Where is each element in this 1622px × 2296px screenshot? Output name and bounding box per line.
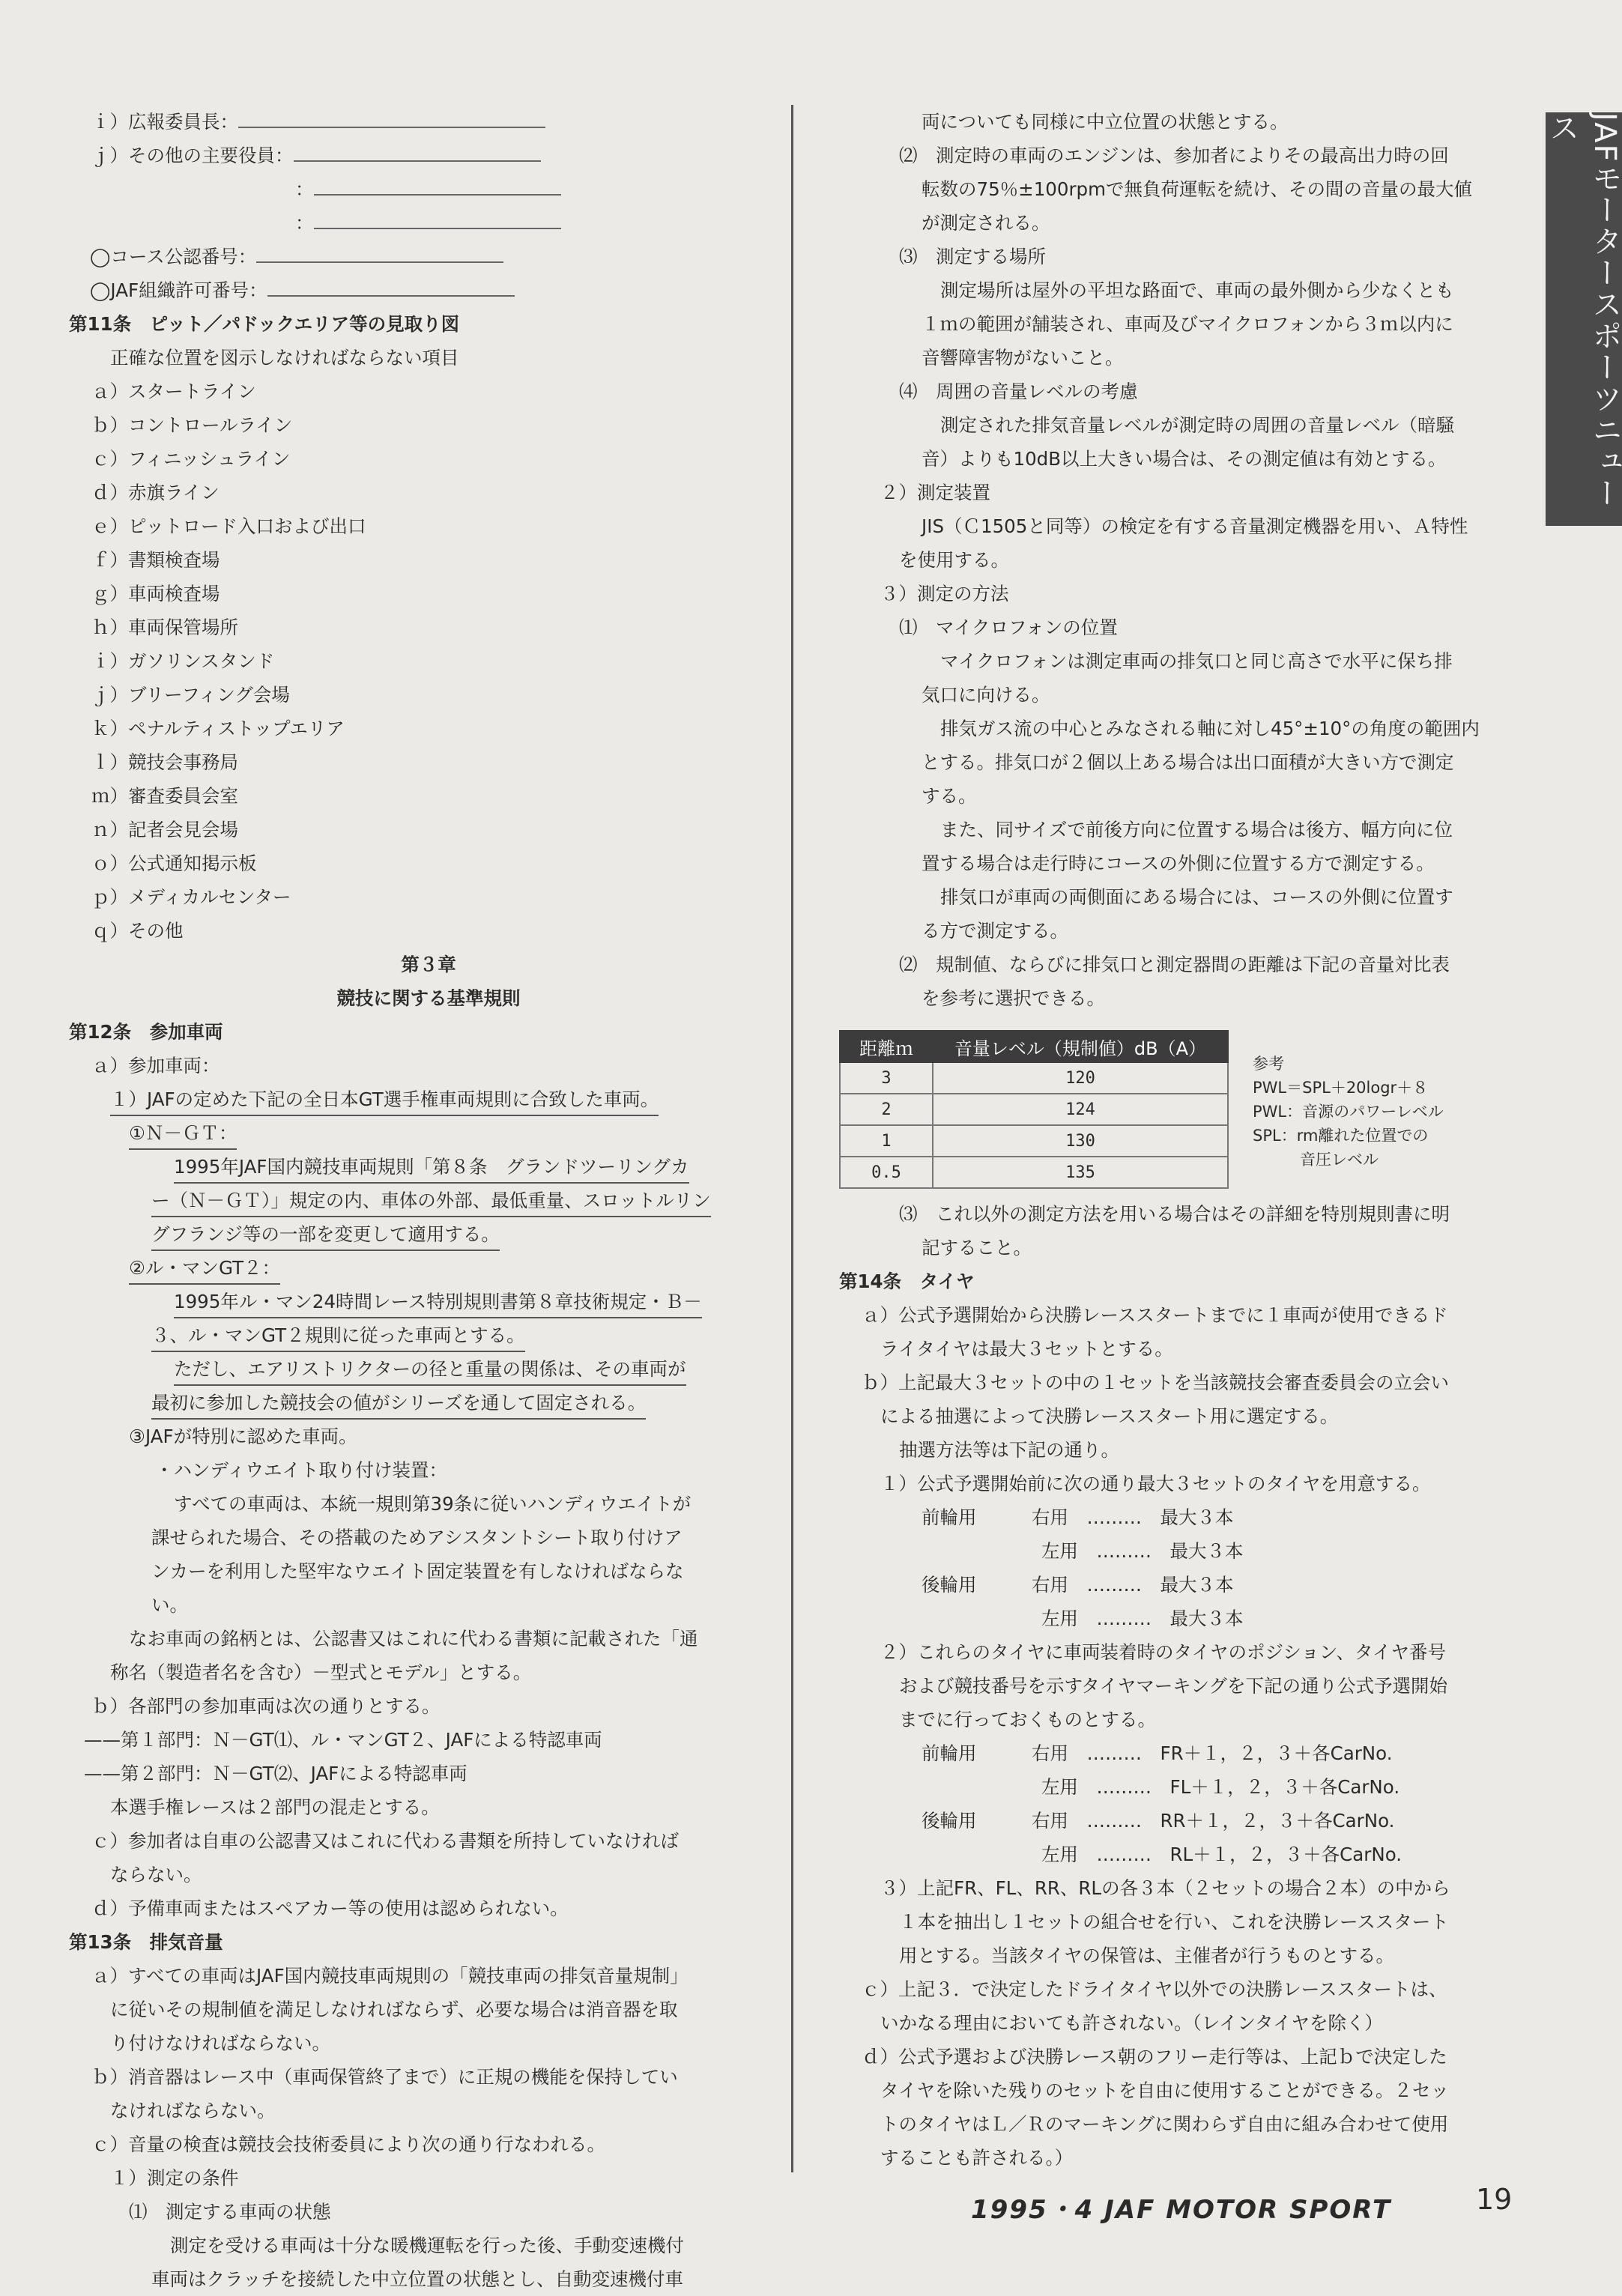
- text-line-content: ｏ）公式通知掲示板: [91, 852, 257, 874]
- right-column-top: [839, 105, 1512, 1015]
- text-line-content: 前輪用 右用 ……… FR＋１，２，３＋各CarNo.: [922, 1742, 1393, 1764]
- text-line: [69, 1588, 788, 1622]
- text-line: [69, 779, 788, 813]
- text-line-content: による抽選によって決勝レーススタート用に選定する。: [880, 1405, 1339, 1427]
- text-line: [69, 375, 788, 408]
- text-line-content: ③JAFが特別に認めた車両。: [129, 1426, 357, 1447]
- text-line: [69, 678, 788, 712]
- text-line-content: ｄ）公式予選および決勝レース朝のフリー走行等は、上記ｂで決定した: [862, 2046, 1447, 2068]
- text-line-content: 左用 ……… 最大３本: [1041, 1608, 1244, 1629]
- text-line: [69, 2161, 788, 2195]
- text-line: [839, 1635, 1512, 1669]
- text-line-content: 第14条 タイヤ: [839, 1270, 975, 1292]
- text-line-content: 左用 ……… 最大３本: [1041, 1540, 1244, 1562]
- text-line-content: ⑷ 周囲の音量レベルの考慮: [899, 381, 1138, 402]
- text-line: [69, 1285, 788, 1318]
- text-line: [69, 1082, 788, 1116]
- text-line: [69, 476, 788, 509]
- text-line-content: また、同サイズで前後方向に位置する場合は後方、幅方向に位: [940, 819, 1453, 840]
- text-line: [839, 2074, 1512, 2107]
- text-line: [69, 1420, 788, 1453]
- text-line-content: ｉ）ガソリンスタンド: [91, 650, 275, 672]
- text-line: [839, 1871, 1512, 1905]
- text-line: [839, 1939, 1512, 1972]
- text-line-content: ３、ル・マンGT２規則に従った車両とする。: [151, 1321, 525, 1352]
- table-cell: 135: [933, 1157, 1228, 1188]
- text-line-content: ⑵ 規制値、ならびに排気口と測定器間の距離は下記の音量対比表: [899, 954, 1450, 975]
- left-column: [69, 105, 788, 2296]
- text-line: [839, 948, 1512, 981]
- text-line: [69, 1959, 788, 1993]
- text-line: [69, 1217, 788, 1251]
- text-line-content: ３）測定の方法: [880, 583, 1009, 605]
- text-line: [69, 408, 788, 442]
- text-line-content: が測定される。: [922, 212, 1050, 234]
- text-line: [839, 1298, 1512, 1332]
- text-line-content: いかなる理由においても許されない。（レインタイヤを除く）: [880, 2012, 1384, 2034]
- table-header-sound-level: 音量レベル（規制値）dB（A）: [933, 1031, 1228, 1062]
- text-line: [69, 712, 788, 745]
- text-line-content: ａ）スタートライン: [91, 381, 256, 402]
- table-cell: 0.5: [840, 1157, 933, 1188]
- text-line-content: 測定を受ける車両は十分な暖機運転を行った後、手動変速機付: [170, 2235, 684, 2256]
- text-line-content: ⑵ 測定時の車両のエンジンは、参加者によりその最高出力時の回: [899, 145, 1449, 166]
- text-line-content: 第12条 参加車両: [69, 1021, 223, 1043]
- table-row: [840, 1062, 1228, 1094]
- text-line-content: タイヤを除いた残りのセットを自由に使用することができる。２セッ: [880, 2080, 1450, 2101]
- text-line: [839, 172, 1512, 206]
- text-line-content: 課せられた場合、その搭載のためアシスタントシート取り付けア: [151, 1527, 683, 1548]
- text-line-content: ｂ）消音器はレース中（車両保管終了まで）に正規の機能を保持してい: [91, 2066, 678, 2088]
- text-line: [69, 1790, 788, 1824]
- text-line-content: １）公式予選開始前に次の通り最大３セットのタイヤを用意する。: [880, 1473, 1431, 1494]
- text-line: [69, 2262, 788, 2296]
- text-line-content: および競技番号を示すタイヤマーキングを下記の通り公式予選開始: [899, 1675, 1448, 1697]
- text-line: [839, 1703, 1512, 1736]
- section-tab: JAFモータースポーツニュース: [1546, 112, 1622, 526]
- text-line-content: 正確な位置を図示しなければならない項目: [110, 347, 459, 369]
- text-line-content: 第13条 排気音量: [69, 1931, 223, 1953]
- fill-in-blank: [314, 211, 561, 229]
- text-line: [69, 105, 788, 139]
- text-line-content: 前輪用 右用 ……… 最大３本: [922, 1506, 1234, 1528]
- text-line: [839, 880, 1512, 914]
- text-line-content: 後輪用 右用 ……… 最大３本: [922, 1574, 1234, 1596]
- text-line: [839, 2107, 1512, 2141]
- text-line-content: 第３章: [401, 954, 456, 975]
- text-line: [69, 1689, 788, 1723]
- text-line-content: 用とする。当該タイヤの保管は、主催者が行うものとする。: [899, 1945, 1395, 1966]
- text-line-content: ａ）すべての車両はJAF国内競技車両規則の「競技車両の排気音量規制」: [91, 1965, 689, 1987]
- text-line: [69, 745, 788, 779]
- page-number: 19: [1476, 2183, 1513, 2216]
- text-line: [69, 341, 788, 375]
- text-line-content: ｑ）その他: [91, 920, 184, 942]
- text-line-content: ー（Ｎ－ＧＴ）」規定の内、車体の外部、最低重量、スロットルリン: [151, 1186, 711, 1217]
- text-line: [839, 139, 1512, 172]
- table-cell: 1: [840, 1125, 933, 1157]
- text-line-content: に従いその規制値を満足しなければならず、必要な場合は消音器を取: [110, 1999, 678, 2020]
- text-line: [69, 2195, 788, 2229]
- fill-in-blank: [314, 178, 561, 196]
- text-line-content: １本を抽出し１セットの組合せを行い、これを決勝レーススタート: [899, 1911, 1449, 1933]
- text-line-content: JIS（Ｃ1505と同等）の検定を有する音量測定機器を用い、Ａ特性: [922, 515, 1468, 537]
- text-line-content: ｂ）各部門の参加車両は次の通りとする。: [91, 1695, 441, 1717]
- text-line: [69, 981, 788, 1015]
- text-line: [69, 1251, 788, 1285]
- fill-in-blank: [256, 245, 503, 263]
- text-line: [69, 1993, 788, 2026]
- text-line: [69, 307, 788, 341]
- magazine-title: 1995・4 JAF MOTOR SPORT: [971, 2195, 1392, 2225]
- reference-note: [1253, 1052, 1444, 1172]
- text-line-content: ◯JAF組織許可番号：: [90, 279, 267, 301]
- text-line: [69, 2094, 788, 2127]
- text-line-content: ａ）参加車両：: [91, 1055, 220, 1076]
- text-line: [69, 1757, 788, 1790]
- text-line: [839, 1231, 1512, 1264]
- text-line-content: ｆ）書類検査場: [91, 549, 220, 571]
- table-cell: 120: [933, 1062, 1228, 1094]
- text-line: [69, 1554, 788, 1588]
- text-line-content: ただし、エアリストリクターの径と重量の関係は、その車両が: [174, 1354, 686, 1386]
- text-line: [839, 1972, 1512, 2006]
- text-line: [839, 375, 1512, 408]
- text-line: [839, 745, 1512, 779]
- text-line-content: とする。排気口が２個以上ある場合は出口面積が大きい方で測定: [922, 751, 1454, 773]
- text-line-content: ｃ）フィニッシュライン: [91, 448, 291, 470]
- text-line-content: ——第１部門：Ｎ－GT⑴、ル・マンGT２、JAFによる特認車両: [84, 1729, 602, 1751]
- text-line-content: る方で測定する。: [922, 920, 1068, 942]
- text-line: [839, 341, 1512, 375]
- text-line: [69, 1656, 788, 1689]
- text-line-content: ｃ）参加者は自車の公認書又はこれに代わる書類を所持していなければ: [91, 1830, 679, 1852]
- text-line: [69, 813, 788, 846]
- text-line: [839, 678, 1512, 712]
- text-line: [69, 206, 788, 240]
- text-line: [839, 1602, 1512, 1635]
- fill-in-blank: [238, 110, 545, 128]
- text-line-content: ｄ）予備車両またはスペアカー等の使用は認められない。: [91, 1897, 569, 1919]
- text-line: [69, 1049, 788, 1082]
- text-line: [839, 206, 1512, 240]
- table-header-distance: 距離ｍ: [840, 1031, 933, 1062]
- text-line: [839, 2141, 1512, 2175]
- text-line: [839, 442, 1512, 476]
- text-line-content: ｈ）車両保管場所: [91, 617, 238, 638]
- text-line-content: 後輪用 右用 ……… RR＋１，２，３＋各CarNo.: [922, 1810, 1395, 1832]
- text-line: [839, 1770, 1512, 1804]
- text-line-content: 置する場合は走行時にコースの外側に位置する方で測定する。: [922, 852, 1435, 874]
- text-line-content: ｊ）ブリーフィング会場: [91, 684, 290, 706]
- text-line-content: 測定された排気音量レベルが測定時の周囲の音量レベル（暗騒: [940, 414, 1454, 436]
- text-line-content: 1995年ル・マン24時間レース特別規則書第８章技術規定・Ｂ－: [174, 1287, 702, 1318]
- text-line-content: 左用 ……… FL＋１，２，３＋各CarNo.: [1041, 1776, 1400, 1798]
- table-cell: 130: [933, 1125, 1228, 1157]
- text-line-content: することも許される。）: [880, 2147, 1074, 2169]
- text-line: [839, 1669, 1512, 1703]
- text-line: [839, 914, 1512, 948]
- table-header-row: [840, 1031, 1228, 1062]
- table-cell: 124: [933, 1094, 1228, 1125]
- text-line: [839, 1736, 1512, 1770]
- text-line-content: 記すること。: [922, 1237, 1032, 1258]
- text-line: [69, 509, 788, 543]
- text-line: [69, 442, 788, 476]
- text-line-content: ライタイヤは最大３セットとする。: [880, 1338, 1173, 1360]
- text-line: [839, 1332, 1512, 1366]
- text-line-content: 本選手権レースは２部門の混走とする。: [110, 1796, 440, 1818]
- text-line-content: １）JAFの定めた下記の全日本GT選手権車両規則に合致した車両。: [110, 1085, 659, 1116]
- text-line: [69, 611, 788, 644]
- text-line-content: ｅ）ピットロード入口および出口: [91, 515, 366, 537]
- text-line-content: マイクロフォンは測定車両の排気口と同じ高さで水平に保ち排: [940, 650, 1453, 672]
- text-line: [69, 846, 788, 880]
- text-line: [839, 1838, 1512, 1871]
- text-line: [839, 779, 1512, 813]
- text-line: [839, 1433, 1512, 1467]
- text-line: [839, 981, 1512, 1015]
- text-line: [839, 2006, 1512, 2040]
- text-line: [839, 1905, 1512, 1939]
- text-line-content: グフランジ等の一部を変更して適用する。: [151, 1220, 500, 1251]
- text-line: [839, 1197, 1512, 1231]
- text-line: [839, 813, 1512, 846]
- text-line: [69, 1487, 788, 1521]
- text-line: [839, 712, 1512, 745]
- text-line: [839, 273, 1512, 307]
- text-line-content: ——第２部門：Ｎ－GT⑵、JAFによる特認車両: [84, 1763, 467, 1784]
- text-line: [839, 611, 1512, 644]
- text-line-content: ｊ）その他の主要役員：: [91, 145, 294, 166]
- text-line-content: ◯コース公認番号：: [90, 246, 257, 267]
- text-line-content: 排気ガス流の中心とみなされる軸に対し45°±10°の角度の範囲内: [940, 718, 1480, 739]
- text-line-content: ⑴ マイクロフォンの位置: [899, 617, 1118, 638]
- text-line-content: ｃ）音量の検査は競技会技術委員により次の通り行なわれる。: [91, 2133, 605, 2155]
- text-line: [69, 2229, 788, 2262]
- text-line: [69, 2060, 788, 2094]
- text-line-content: ２）測定装置: [880, 482, 990, 503]
- text-line-content: ｌ）競技会事務局: [91, 751, 238, 773]
- text-line-content: 抽選方法等は下記の通り。: [899, 1439, 1119, 1461]
- text-line: [839, 476, 1512, 509]
- text-line-content: ３）上記FR、FL、RR、RLの各３本（２セットの場合２本）の中から: [880, 1877, 1450, 1899]
- text-line-content: ならない。: [110, 1864, 202, 1885]
- text-line: [69, 644, 788, 678]
- text-line-content: 最初に参加した競技会の値がシリーズを通して固定される。: [151, 1388, 646, 1420]
- table-cell: 3: [840, 1062, 933, 1094]
- text-line-content: なければならない。: [110, 2100, 276, 2121]
- text-line-content: 排気口が車両の両側面にある場合には、コースの外側に位置す: [940, 886, 1453, 908]
- text-line-content: １）測定の条件: [110, 2167, 239, 2189]
- text-line-content: なお車両の銘柄とは、公認書又はこれに代わる書類に記載された「通: [129, 1628, 698, 1650]
- text-line-content: ｉ）広報委員長：: [91, 111, 238, 133]
- text-line: [69, 1622, 788, 1656]
- text-line-content: ｎ）記者会見会場: [91, 819, 238, 840]
- text-line-content: までに行っておくものとする。: [899, 1709, 1156, 1730]
- table-row: [840, 1125, 1228, 1157]
- text-line-content: を使用する。: [899, 549, 1009, 571]
- table-row: [840, 1157, 1228, 1188]
- text-line-content: ・ハンディウエイト取り付け装置：: [155, 1459, 448, 1481]
- text-line-content: ｇ）車両検査場: [91, 583, 220, 605]
- text-line: [839, 543, 1512, 577]
- text-line: [839, 2040, 1512, 2074]
- text-line-content: ｂ）コントロールライン: [91, 414, 293, 436]
- text-line-content: する。: [922, 785, 977, 807]
- text-line: [69, 139, 788, 172]
- text-line-content: １ｍの範囲が舗装され、車両及びマイクロフォンから３ｍ以内に: [922, 313, 1453, 335]
- text-line: [839, 1264, 1512, 1298]
- text-line-content: ⑴ 測定する車両の状態: [129, 2201, 331, 2223]
- text-line: [69, 172, 788, 206]
- text-line-content: を参考に選択できる。: [922, 987, 1105, 1009]
- text-line: [839, 644, 1512, 678]
- text-line-content: ２）これらのタイヤに車両装着時のタイヤのポジション、タイヤ番号: [880, 1641, 1446, 1663]
- text-line-content: ⑶ これ以外の測定方法を用いる場合はその詳細を特別規則書に明: [899, 1203, 1450, 1225]
- reference-line: PWL＝SPL＋20logr＋８: [1253, 1079, 1429, 1097]
- text-line: [69, 240, 788, 273]
- text-line: [839, 509, 1512, 543]
- text-line: [69, 914, 788, 948]
- text-line-content: 競技に関する基準規則: [336, 987, 521, 1009]
- text-line: [839, 846, 1512, 880]
- text-line: [839, 240, 1512, 273]
- text-line: [839, 408, 1512, 442]
- text-line: [839, 105, 1512, 139]
- reference-line: 音圧レベル: [1253, 1151, 1379, 1169]
- text-line-content: い。: [151, 1594, 188, 1616]
- text-line-content: 左用 ……… RL＋１，２，３＋各CarNo.: [1041, 1844, 1402, 1865]
- text-line-content: ｄ）赤旗ライン: [91, 482, 220, 503]
- text-line-content: 転数の75％±100rpmで無負荷運転を続け、その間の音量の最大値: [922, 178, 1472, 200]
- text-line: [839, 1500, 1512, 1534]
- text-line: [69, 2127, 788, 2161]
- text-line-content: り付けなければならない。: [110, 2032, 330, 2054]
- text-line: [839, 1804, 1512, 1838]
- text-line-content: 気口に向ける。: [922, 684, 1050, 706]
- text-line-content: ｐ）メディカルセンター: [91, 886, 291, 908]
- text-line: [69, 1521, 788, 1554]
- text-line: [839, 1568, 1512, 1602]
- text-line-content: ：: [295, 212, 314, 234]
- text-line: [69, 2026, 788, 2060]
- text-line-content: ①Ｎ－ＧＴ：: [129, 1118, 237, 1150]
- reference-title: 参考: [1253, 1055, 1284, 1073]
- text-line: [69, 880, 788, 914]
- text-line-content: ｋ）ペナルティストップエリア: [91, 718, 345, 739]
- text-line-content: 音）よりも10dB以上大きい場合は、その測定値は有効とする。: [922, 448, 1447, 470]
- text-line: [839, 1399, 1512, 1433]
- text-line: [69, 1453, 788, 1487]
- text-line: [69, 273, 788, 307]
- table-cell: 2: [840, 1094, 933, 1125]
- text-line: [69, 1925, 788, 1959]
- text-line-content: 測定場所は屋外の平坦な路面で、車両の最外側から少なくとも: [940, 279, 1454, 301]
- text-line-content: ：: [295, 178, 314, 200]
- text-line: [839, 1467, 1512, 1500]
- text-line-content: 車両はクラッチを接続した中立位置の状態とし、自動変速機付車: [151, 2268, 684, 2290]
- text-line: [839, 1366, 1512, 1399]
- reference-line: PWL：音源のパワーレベル: [1253, 1103, 1444, 1121]
- text-line-content: 両についても同様に中立位置の状態とする。: [922, 111, 1289, 133]
- text-line: [69, 543, 788, 577]
- text-line-content: 音響障害物がないこと。: [922, 347, 1124, 369]
- text-line: [69, 1116, 788, 1150]
- text-line-content: 称名（製造者名を含む）－型式とモデル」とする。: [110, 1662, 532, 1683]
- text-line: [69, 1891, 788, 1925]
- noise-level-table: [839, 1030, 1229, 1189]
- text-line: [69, 1858, 788, 1891]
- column-divider: [791, 105, 793, 2172]
- text-line-content: すべての車両は、本統一規則第39条に従いハンディウエイトが: [174, 1493, 692, 1515]
- text-line-content: ａ）公式予選開始から決勝レーススタートまでに１車両が使用できるド: [862, 1304, 1448, 1326]
- text-line-content: 1995年JAF国内競技車両規則「第８条 グランドツーリングカ: [174, 1152, 689, 1184]
- text-line: [69, 1015, 788, 1049]
- text-line: [69, 1824, 788, 1858]
- text-line-content: 第11条 ピット／パドックエリア等の見取り図: [69, 313, 460, 335]
- text-line: [69, 1723, 788, 1757]
- text-line: [69, 1184, 788, 1217]
- right-column-bottom: [839, 1197, 1512, 2175]
- text-line: [69, 1386, 788, 1420]
- text-line: [69, 948, 788, 981]
- text-line: [839, 1534, 1512, 1568]
- reference-line: SPL：rm離れた位置での: [1253, 1127, 1429, 1145]
- text-line-content: ｂ）上記最大３セットの中の１セットを当該競技会審査委員会の立会い: [862, 1372, 1449, 1393]
- text-line: [839, 307, 1512, 341]
- text-line: [69, 1318, 788, 1352]
- fill-in-blank: [294, 144, 541, 162]
- text-line-content: ンカーを利用した堅牢なウエイト固定装置を有しなければならな: [151, 1560, 684, 1582]
- text-line-content: トのタイヤはＬ／Ｒのマーキングに関わらず自由に組み合わせて使用: [880, 2113, 1449, 2135]
- table-row: [840, 1094, 1228, 1125]
- text-line: [839, 577, 1512, 611]
- text-line-content: ｍ）審査委員会室: [91, 785, 238, 807]
- text-line-content: ｃ）上記３．で決定したドライタイヤ以外での決勝レーススタートは、: [862, 1978, 1447, 2000]
- text-line: [69, 1352, 788, 1386]
- text-line-content: ⑶ 測定する場所: [899, 246, 1046, 267]
- fill-in-blank: [267, 279, 515, 297]
- text-line-content: ②ル・マンGT２：: [129, 1253, 280, 1285]
- text-line: [69, 577, 788, 611]
- text-line: [69, 1150, 788, 1184]
